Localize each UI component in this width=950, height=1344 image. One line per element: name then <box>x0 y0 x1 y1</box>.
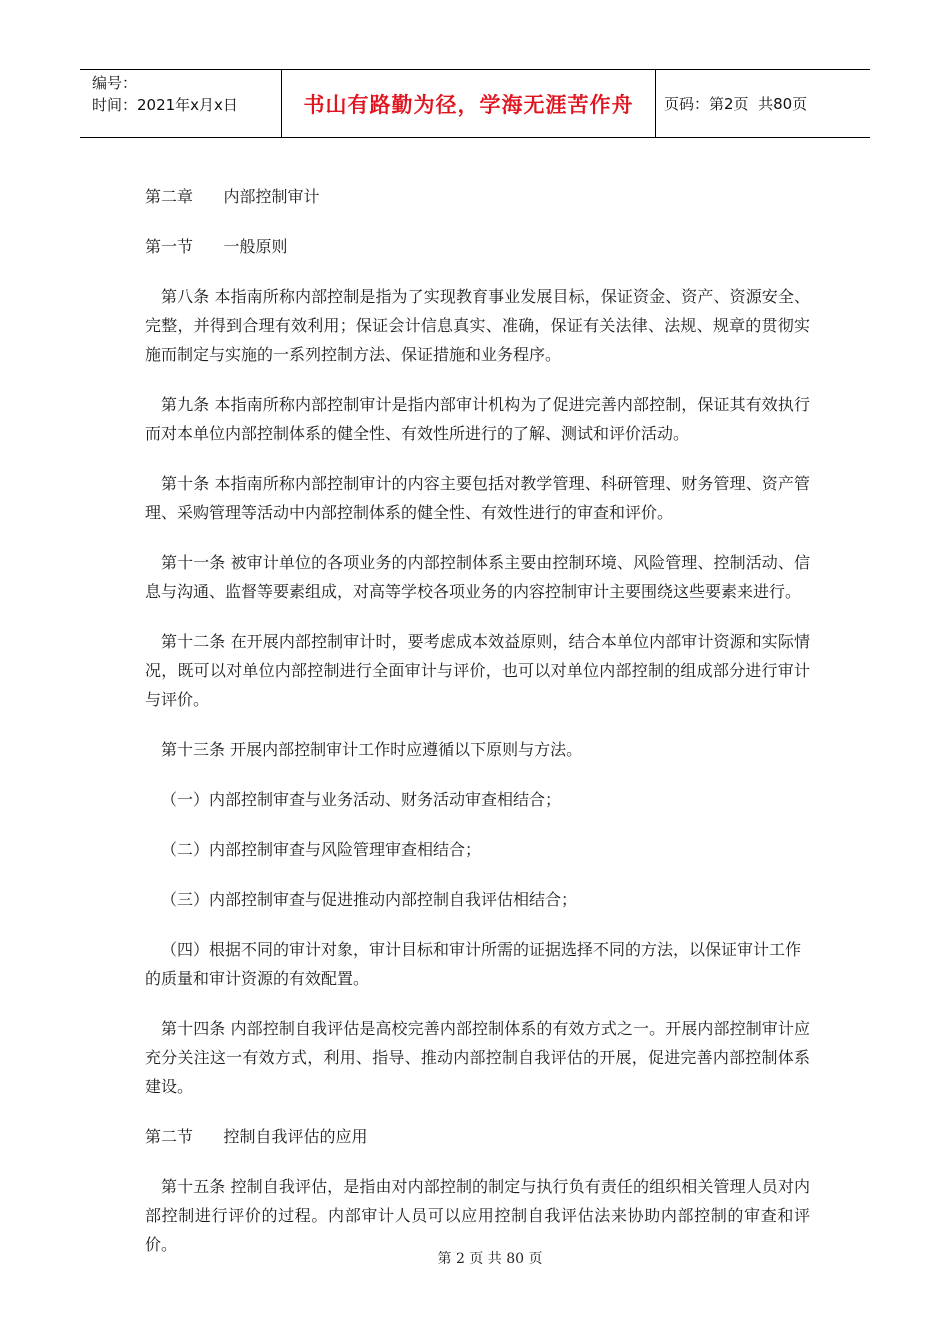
header-motto <box>282 70 656 137</box>
document-header <box>80 69 870 138</box>
article-11: 第十一条 被审计单位的各项业务的内部控制体系主要由控制环境、风险管理、控制活动、信息与沟通、监督等要素组成，对高等学校各项业务的内容控制审计主要围绕这些要素来进行。 <box>145 553 810 601</box>
header-meta <box>80 70 282 137</box>
list-item: （四）根据不同的审计对象，审计目标和审计所需的证据选择不同的方法，以保证审计工作的质量和审计资源的有效配置。 <box>145 940 802 988</box>
article-15: 第十五条 控制自我评估，是指由对内部控制的制定与执行负有责任的组织相关管理人员对内部控制进行评价的过程。内部审计人员可以应用控制自我评估法来协助内部控制的审查和评价。 <box>145 1177 810 1254</box>
section-heading: 第一节 一般原则 <box>145 237 288 256</box>
article-10: 第十条 本指南所称内部控制审计的内容主要包括对教学管理、科研管理、财务管理、资产管理、采购管理等活动中内部控制体系的健全性、有效性进行的审查和评价。 <box>145 474 810 522</box>
article-13: 第十三条 开展内部控制审计工作时应遵循以下原则与方法。 <box>161 740 583 759</box>
section-heading: 第二节 控制自我评估的应用 <box>145 1127 368 1146</box>
page-footer: 第 2 页 共 80 页 <box>437 1251 543 1267</box>
document-body <box>145 182 810 1280</box>
list-item: （二）内部控制审查与风险管理审查相结合； <box>161 840 482 859</box>
list-item: （三）内部控制审查与促进推动内部控制自我评估相结合； <box>161 890 578 909</box>
article-9: 第九条 本指南所称内部控制审计是指内部审计机构为了促进完善内部控制，保证其有效执行而对本单位内部控制体系的健全性、有效性所进行的了解、测试和评价活动。 <box>145 395 810 443</box>
motto-text: 书山有路勤为径，学海无涯苦作舟 <box>303 92 634 117</box>
page-info-text: 页码：第2页 共80页 <box>664 95 808 113</box>
chapter-heading: 第二章 内部控制审计 <box>145 187 320 206</box>
list-item: （一）内部控制审查与业务活动、财务活动审查相结合； <box>161 790 562 809</box>
article-14: 第十四条 内部控制自我评估是高校完善内部控制体系的有效方式之一。开展内部控制审计应充分关注这一有效方式，利用、指导、推动内部控制自我评估的开展，促进完善内部控制体系建设。 <box>145 1019 810 1096</box>
header-page-info <box>656 70 870 137</box>
article-8: 第八条 本指南所称内部控制是指为了实现教育事业发展目标，保证资金、资产、资源安全、完整，并得到合理有效利用；保证会计信息真实、准确，保证有关法律、法规、规章的贯彻实施而制定与实施的一系列控制方法、保证措施和业务程序。 <box>145 287 810 364</box>
article-12: 第十二条 在开展内部控制审计时，要考虑成本效益原则，结合本单位内部审计资源和实际情况，既可以对单位内部控制进行全面审计与评价，也可以对单位内部控制的组成部分进行审计与评价。 <box>145 632 810 709</box>
time-label: 时间：2021年x月x日 <box>92 96 238 114</box>
number-label: 编号： <box>92 74 138 92</box>
